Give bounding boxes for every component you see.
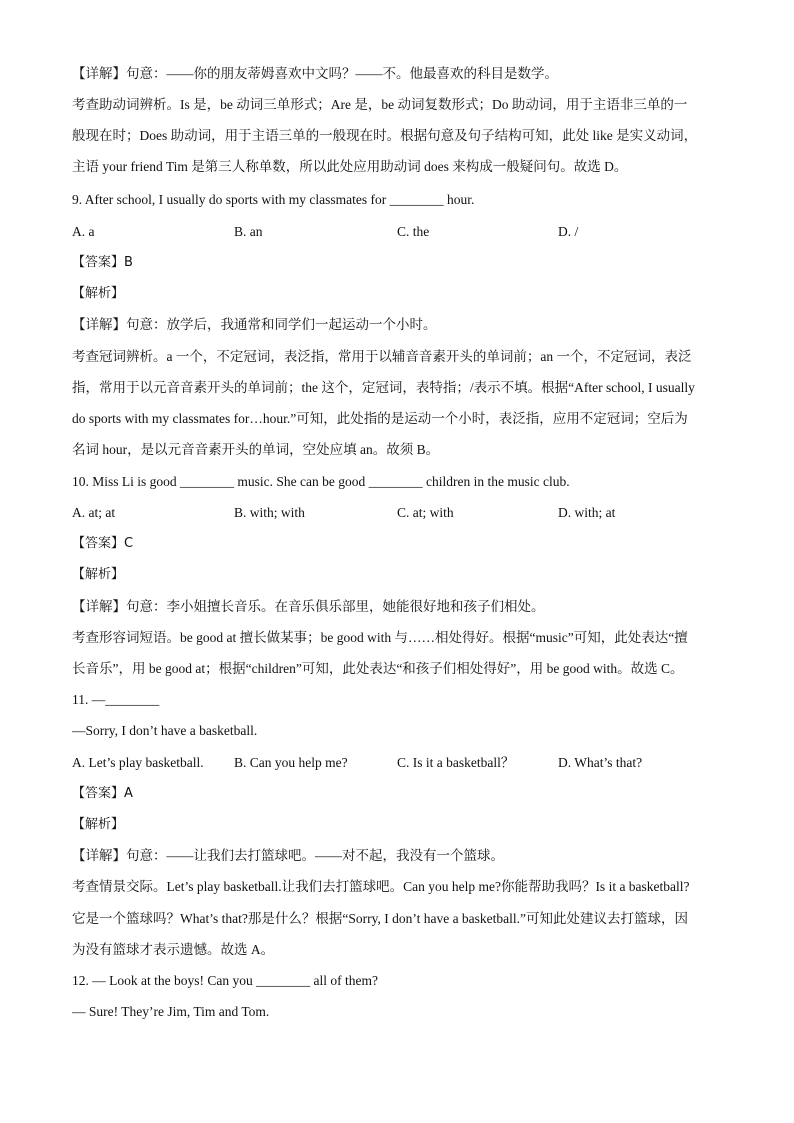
q8-explain-line-3: 主语 your friend Tim 是第三人称单数，所以此处应用助动词 does 来构成一般疑问句。故选 D。 (72, 159, 628, 174)
q9-explain-line-3: do sports with my classmates for…hour.”可知，此处指的是运动一个小时，表泛指，应用不定冠词；空后为 (72, 411, 688, 426)
q11-analysis-heading: 【解析】 (72, 817, 125, 832)
q9-option-c: C. the (397, 224, 430, 239)
q10-detail: 【详解】句意：李小姐擅长音乐。在音乐俱乐部里，她能很好地和孩子们相处。 (72, 599, 545, 614)
q11-explain-line-3: 为没有篮球才表示遗憾。故选 A。 (72, 942, 275, 957)
q11-option-b: B. Can you help me? (234, 755, 348, 770)
q11-explain-line-1: 考查情景交际。Let’s play basketball.让我们去打篮球吧。Can you help me?你能帮助我吗？Is it a basketball? (72, 879, 690, 894)
q11-detail: 【详解】句意：——让我们去打篮球吧。——对不起，我没有一个篮球。 (72, 848, 504, 863)
q10-option-b: B. with; with (234, 505, 305, 520)
q12-question: 12. — Look at the boys! Can you ________ all of them? (72, 973, 378, 988)
q11-explain-line-2: 它是一个篮球吗？What’s that?那是什么？根据“Sorry, I don’t have a basketball.”可知此处建议去打篮球，因 (72, 911, 689, 926)
q9-explain-line-2: 指，常用于以元音音素开头的单词前；the 这个，定冠词，表特指；/表示不填。根据“After school, I usually (72, 380, 695, 395)
q9-option-a: A. a (72, 224, 95, 239)
q9-analysis-heading: 【解析】 (72, 286, 125, 301)
q8-detail: 【详解】句意：——你的朋友蒂姆喜欢中文吗？——不。他最喜欢的科目是数学。 (72, 66, 558, 81)
q10-question: 10. Miss Li is good ________ music. She can be good ________ children in the music club. (72, 474, 570, 489)
q9-explain-line-4: 名词 hour，是以元音音素开头的单词，空处应填 an。故须 B。 (72, 442, 440, 457)
q11-option-c: C. Is it a basketball？ (397, 755, 515, 770)
q8-explain-line-2: 般现在时；Does 助动词，用于主语三单的一般现在时。根据句意及句子结构可知，此处 like 是实义动词， (72, 128, 698, 143)
q9-explain-line-1: 考查冠词辨析。a 一个，不定冠词，表泛指，常用于以辅音音素开头的单词前；an 一个，不定冠词，表泛 (72, 349, 692, 364)
q10-answer: 【答案】C (72, 536, 134, 551)
q9-question: 9. After school, I usually do sports with my classmates for ________ hour. (72, 192, 475, 207)
q8-explain-line-1: 考查助动词辨析。Is 是，be 动词三单形式；Are 是，be 动词复数形式；Do 助动词，用于主语非三单的一 (72, 97, 688, 112)
q11-reply: —Sorry, I don’t have a basketball. (72, 723, 258, 738)
q9-option-d: D. / (558, 224, 579, 239)
q12-reply: — Sure! They’re Jim, Tim and Tom. (72, 1004, 270, 1019)
q10-explain-line-1: 考查形容词短语。be good at 擅长做某事；be good with 与……相处得好。根据“music”可知，此处表达“擅 (72, 630, 688, 645)
q11-question: 11. —________ (72, 692, 160, 707)
q11-option-d: D. What’s that? (558, 755, 643, 770)
q11-answer: 【答案】A (72, 786, 133, 801)
q10-analysis-heading: 【解析】 (72, 567, 125, 582)
q11-option-a: A. Let’s play basketball. (72, 755, 204, 770)
q10-option-d: D. with; at (558, 505, 616, 520)
q9-detail: 【详解】句意：放学后，我通常和同学们一起运动一个小时。 (72, 317, 437, 332)
q10-option-c: C. at; with (397, 505, 454, 520)
q10-explain-line-2: 长音乐”，用 be good at；根据“children”可知，此处表达“和孩子们相处得好”，用 be good with。故选 C。 (72, 661, 684, 676)
q10-option-a: A. at; at (72, 505, 116, 520)
q9-answer: 【答案】B (72, 255, 133, 270)
q9-option-b: B. an (234, 224, 263, 239)
